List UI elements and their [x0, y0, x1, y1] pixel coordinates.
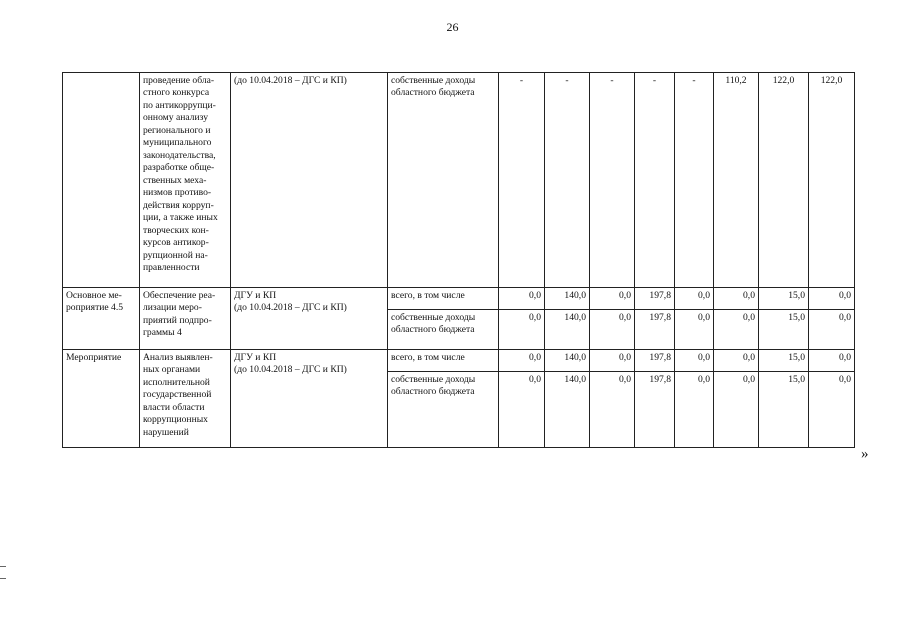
cell-value: 0,0	[675, 310, 714, 350]
cell-item-label: Основное ме- роприятие 4.5	[63, 288, 140, 350]
budget-table	[62, 72, 855, 448]
closing-quote-mark: »	[861, 446, 869, 462]
cell-value: 0,0	[499, 372, 545, 448]
cell-item-description: Обеспечение реа- лизации меро- приятий подпро- граммы 4	[140, 288, 231, 350]
cell-value: -	[499, 73, 545, 288]
margin-tick	[0, 566, 6, 567]
margin-tick	[0, 578, 6, 579]
cell-item-description: Анализ выявлен- ных органами исполнительной государственной власти области коррупционных нарушений	[140, 350, 231, 448]
cell-funding-source: собственные доходы областного бюджета	[388, 73, 499, 288]
cell-value: 197,8	[635, 350, 675, 372]
cell-responsible: ДГУ и КП (до 10.04.2018 – ДГС и КП)	[231, 288, 388, 350]
cell-funding-source: собственные доходы областного бюджета	[388, 372, 499, 448]
cell-value: 15,0	[759, 350, 809, 372]
cell-value: 140,0	[545, 350, 590, 372]
cell-funding-source: всего, в том числе	[388, 288, 499, 310]
cell-value: 0,0	[714, 372, 759, 448]
cell-value: 15,0	[759, 372, 809, 448]
cell-value: 197,8	[635, 288, 675, 310]
cell-value: 0,0	[590, 372, 635, 448]
cell-value: 15,0	[759, 288, 809, 310]
cell-value: 122,0	[759, 73, 809, 288]
table-row	[63, 350, 855, 372]
cell-item-label: Мероприятие	[63, 350, 140, 448]
cell-funding-source: всего, в том числе	[388, 350, 499, 372]
cell-value: 197,8	[635, 310, 675, 350]
cell-value: 110,2	[714, 73, 759, 288]
cell-value: 0,0	[499, 310, 545, 350]
cell-value: 0,0	[590, 350, 635, 372]
table-row	[63, 288, 855, 310]
cell-value: 0,0	[590, 288, 635, 310]
cell-value: 0,0	[714, 288, 759, 310]
cell-value: 0,0	[675, 288, 714, 310]
cell-value: 0,0	[714, 310, 759, 350]
cell-responsible: ДГУ и КП (до 10.04.2018 – ДГС и КП)	[231, 350, 388, 448]
cell-value: 0,0	[675, 350, 714, 372]
cell-responsible: (до 10.04.2018 – ДГС и КП)	[231, 73, 388, 288]
cell-item-description: проведение обла- стного конкурса по антикоррупци- онному анализу регионального и муниципального законодательства, разработке обще- ственных меха- низмов противо- действия корруп- ции, а также иных творческих кон- курсов антикор- рупционной на- правленности	[140, 73, 231, 288]
cell-value: -	[635, 73, 675, 288]
cell-value: 197,8	[635, 372, 675, 448]
cell-value: -	[675, 73, 714, 288]
cell-value: 0,0	[499, 350, 545, 372]
cell-value: 140,0	[545, 310, 590, 350]
cell-value: 0,0	[809, 350, 855, 372]
cell-value: -	[590, 73, 635, 288]
page-number: 26	[446, 20, 459, 34]
cell-value: 0,0	[499, 288, 545, 310]
cell-value: 140,0	[545, 372, 590, 448]
cell-value: 0,0	[809, 372, 855, 448]
cell-funding-source: собственные доходы областного бюджета	[388, 310, 499, 350]
cell-value: 15,0	[759, 310, 809, 350]
cell-value: 0,0	[809, 310, 855, 350]
cell-item-label	[63, 73, 140, 288]
cell-value: 0,0	[714, 350, 759, 372]
cell-value: 0,0	[809, 288, 855, 310]
cell-value: 122,0	[809, 73, 855, 288]
cell-value: 0,0	[675, 372, 714, 448]
cell-value: 0,0	[590, 310, 635, 350]
cell-value: -	[545, 73, 590, 288]
table-row	[63, 73, 855, 288]
cell-value: 140,0	[545, 288, 590, 310]
